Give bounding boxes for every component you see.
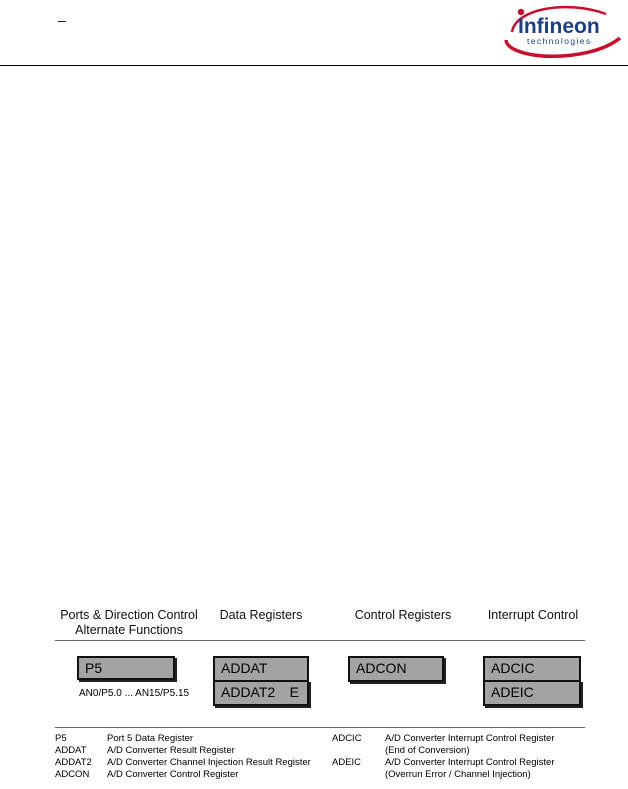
- infineon-logo: [498, 2, 624, 62]
- register-adcon: [348, 656, 444, 682]
- logo-tagline: technologies: [527, 36, 592, 46]
- register-adeic: [483, 680, 581, 706]
- register-adeic-label: ADEIC: [491, 684, 534, 700]
- register-addat2-label: ADDAT2: [221, 684, 276, 700]
- legend-abbr: ADCON: [55, 769, 90, 780]
- legend-abbr: ADDAT: [55, 745, 87, 756]
- legend-desc: (Overrun Error / Channel Injection): [385, 769, 531, 780]
- register-addat2-suffix: E: [289, 684, 299, 700]
- register-adcic-label: ADCIC: [491, 660, 535, 676]
- figure-rule-bottom: [55, 727, 585, 728]
- legend-abbr: ADEIC: [332, 757, 362, 768]
- register-addat-label: ADDAT: [221, 660, 268, 676]
- legend-desc: A/D Converter Result Register: [107, 745, 235, 756]
- register-adcic: [483, 656, 581, 682]
- figure-rule-top: [55, 640, 585, 641]
- legend-abbr: ADCIC: [332, 733, 362, 744]
- legend-desc: A/D Converter Interrupt Control Register: [385, 733, 555, 744]
- legend-desc: A/D Converter Control Register: [107, 769, 239, 780]
- legend-abbr: P5: [55, 733, 67, 744]
- register-adcon-label: ADCON: [356, 660, 407, 676]
- legend-desc: (End of Conversion): [385, 745, 470, 756]
- register-addat2: [213, 680, 309, 706]
- legend-desc: A/D Converter Interrupt Control Register: [385, 757, 555, 768]
- column-header-ports: Ports & Direction Control Alternate Functions: [60, 608, 198, 637]
- register-diagram: [55, 598, 585, 788]
- legend-desc: Port 5 Data Register: [107, 733, 194, 744]
- column-header-data: Data Registers: [219, 608, 303, 622]
- column-header-interrupt: Interrupt Control: [487, 608, 579, 622]
- header-divider: [0, 65, 628, 66]
- column-header-control: Control Registers: [354, 608, 452, 622]
- register-p5-label: P5: [85, 660, 103, 676]
- legend-desc: A/D Converter Channel Injection Result Register: [107, 757, 311, 768]
- header-mark: –: [58, 12, 66, 28]
- pin-label: AN0/P5.0 ... AN15/P5.15: [79, 688, 190, 699]
- logo-brand: Infineon: [518, 15, 600, 38]
- legend-abbr: ADDAT2: [55, 757, 92, 768]
- register-addat: [213, 656, 309, 682]
- register-p5: [77, 656, 175, 680]
